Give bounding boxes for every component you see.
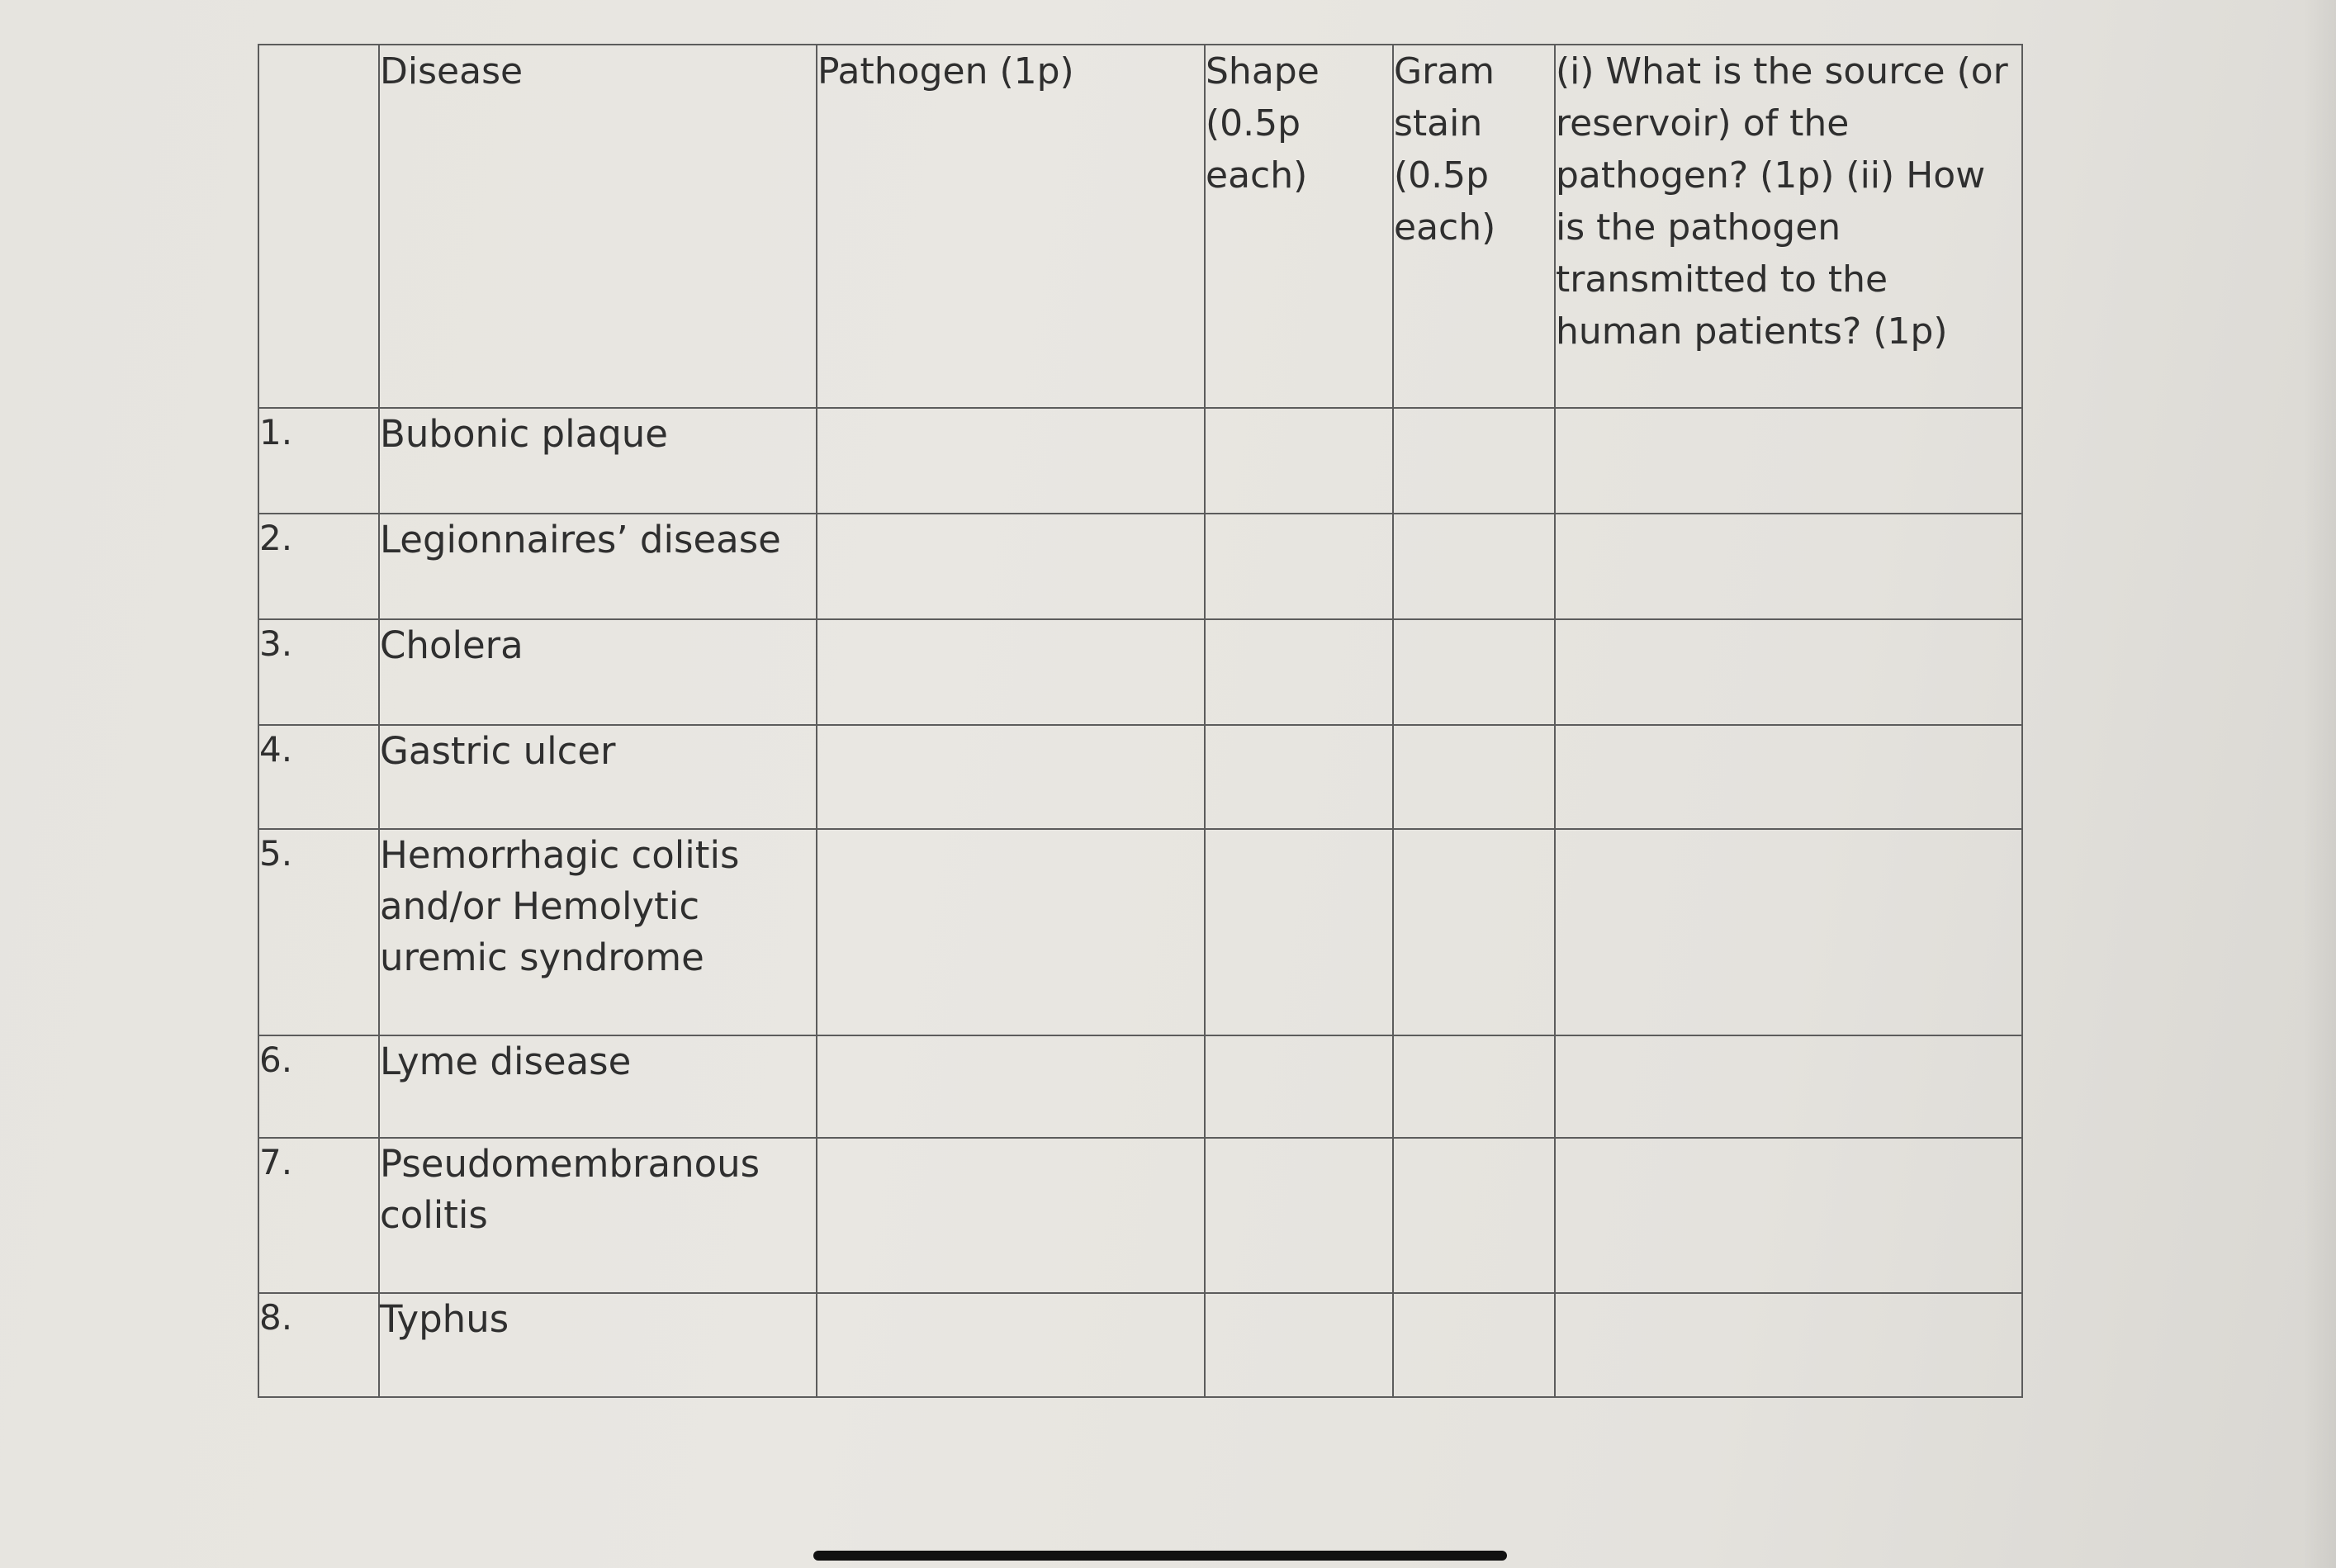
source-transmission-answer-cell <box>1555 829 2022 1035</box>
table-row <box>258 619 2022 725</box>
shape-answer-cell <box>1205 408 1393 514</box>
source-transmission-answer-cell <box>1555 619 2022 725</box>
source-transmission-answer-cell <box>1555 1138 2022 1293</box>
table-row <box>258 1035 2022 1138</box>
shape-answer-cell <box>1205 619 1393 725</box>
row-number: 2. <box>258 514 379 619</box>
disease-name: Lyme disease <box>379 1035 817 1138</box>
disease-name: Hemorrhagic colitis and/or Hemolytic uremic syndrome <box>379 829 817 1035</box>
disease-name: Gastric ulcer <box>379 725 817 829</box>
gram-stain-answer-cell <box>1393 1035 1555 1138</box>
pathogen-answer-cell <box>817 408 1205 514</box>
pathogen-answer-cell <box>817 725 1205 829</box>
table-row <box>258 725 2022 829</box>
row-number: 6. <box>258 1035 379 1138</box>
header-number <box>258 45 379 408</box>
shape-answer-cell <box>1205 829 1393 1035</box>
header-shape: Shape (0.5p each) <box>1205 45 1393 408</box>
gram-stain-answer-cell <box>1393 725 1555 829</box>
source-transmission-answer-cell <box>1555 514 2022 619</box>
disease-name: Legionnaires’ disease <box>379 514 817 619</box>
header-disease: Disease <box>379 45 817 408</box>
gram-stain-answer-cell <box>1393 1293 1555 1397</box>
pathogen-answer-cell <box>817 829 1205 1035</box>
pathogen-answer-cell <box>817 1138 1205 1293</box>
table-row <box>258 408 2022 514</box>
table-row <box>258 1138 2022 1293</box>
source-transmission-answer-cell <box>1555 1293 2022 1397</box>
pathogen-answer-cell <box>817 1293 1205 1397</box>
row-number: 3. <box>258 619 379 725</box>
pathogen-answer-cell <box>817 514 1205 619</box>
table-row <box>258 514 2022 619</box>
header-gram-stain: Gram stain (0.5p each) <box>1393 45 1555 408</box>
row-number: 7. <box>258 1138 379 1293</box>
source-transmission-answer-cell <box>1555 408 2022 514</box>
row-number: 5. <box>258 829 379 1035</box>
header-pathogen: Pathogen (1p) <box>817 45 1205 408</box>
header-source-transmission: (i) What is the source (or reservoir) of the pathogen? (1p) (ii) How is the pathogen transmitted to the human patients? (1p) <box>1555 45 2022 408</box>
shape-answer-cell <box>1205 514 1393 619</box>
row-number: 1. <box>258 408 379 514</box>
gram-stain-answer-cell <box>1393 1138 1555 1293</box>
shape-answer-cell <box>1205 1138 1393 1293</box>
disease-name: Cholera <box>379 619 817 725</box>
gram-stain-answer-cell <box>1393 619 1555 725</box>
source-transmission-answer-cell <box>1555 1035 2022 1138</box>
disease-worksheet-table <box>258 44 2023 1398</box>
row-number: 8. <box>258 1293 379 1397</box>
shape-answer-cell <box>1205 725 1393 829</box>
gram-stain-answer-cell <box>1393 408 1555 514</box>
table-header-row <box>258 45 2022 408</box>
pathogen-answer-cell <box>817 619 1205 725</box>
table-row <box>258 829 2022 1035</box>
gram-stain-answer-cell <box>1393 514 1555 619</box>
table-row <box>258 1293 2022 1397</box>
disease-name: Bubonic plaque <box>379 408 817 514</box>
pathogen-answer-cell <box>817 1035 1205 1138</box>
shape-answer-cell <box>1205 1035 1393 1138</box>
home-indicator-bar[interactable] <box>813 1551 1507 1561</box>
disease-name: Typhus <box>379 1293 817 1397</box>
gram-stain-answer-cell <box>1393 829 1555 1035</box>
row-number: 4. <box>258 725 379 829</box>
shape-answer-cell <box>1205 1293 1393 1397</box>
source-transmission-answer-cell <box>1555 725 2022 829</box>
disease-name: Pseudomembranous colitis <box>379 1138 817 1293</box>
